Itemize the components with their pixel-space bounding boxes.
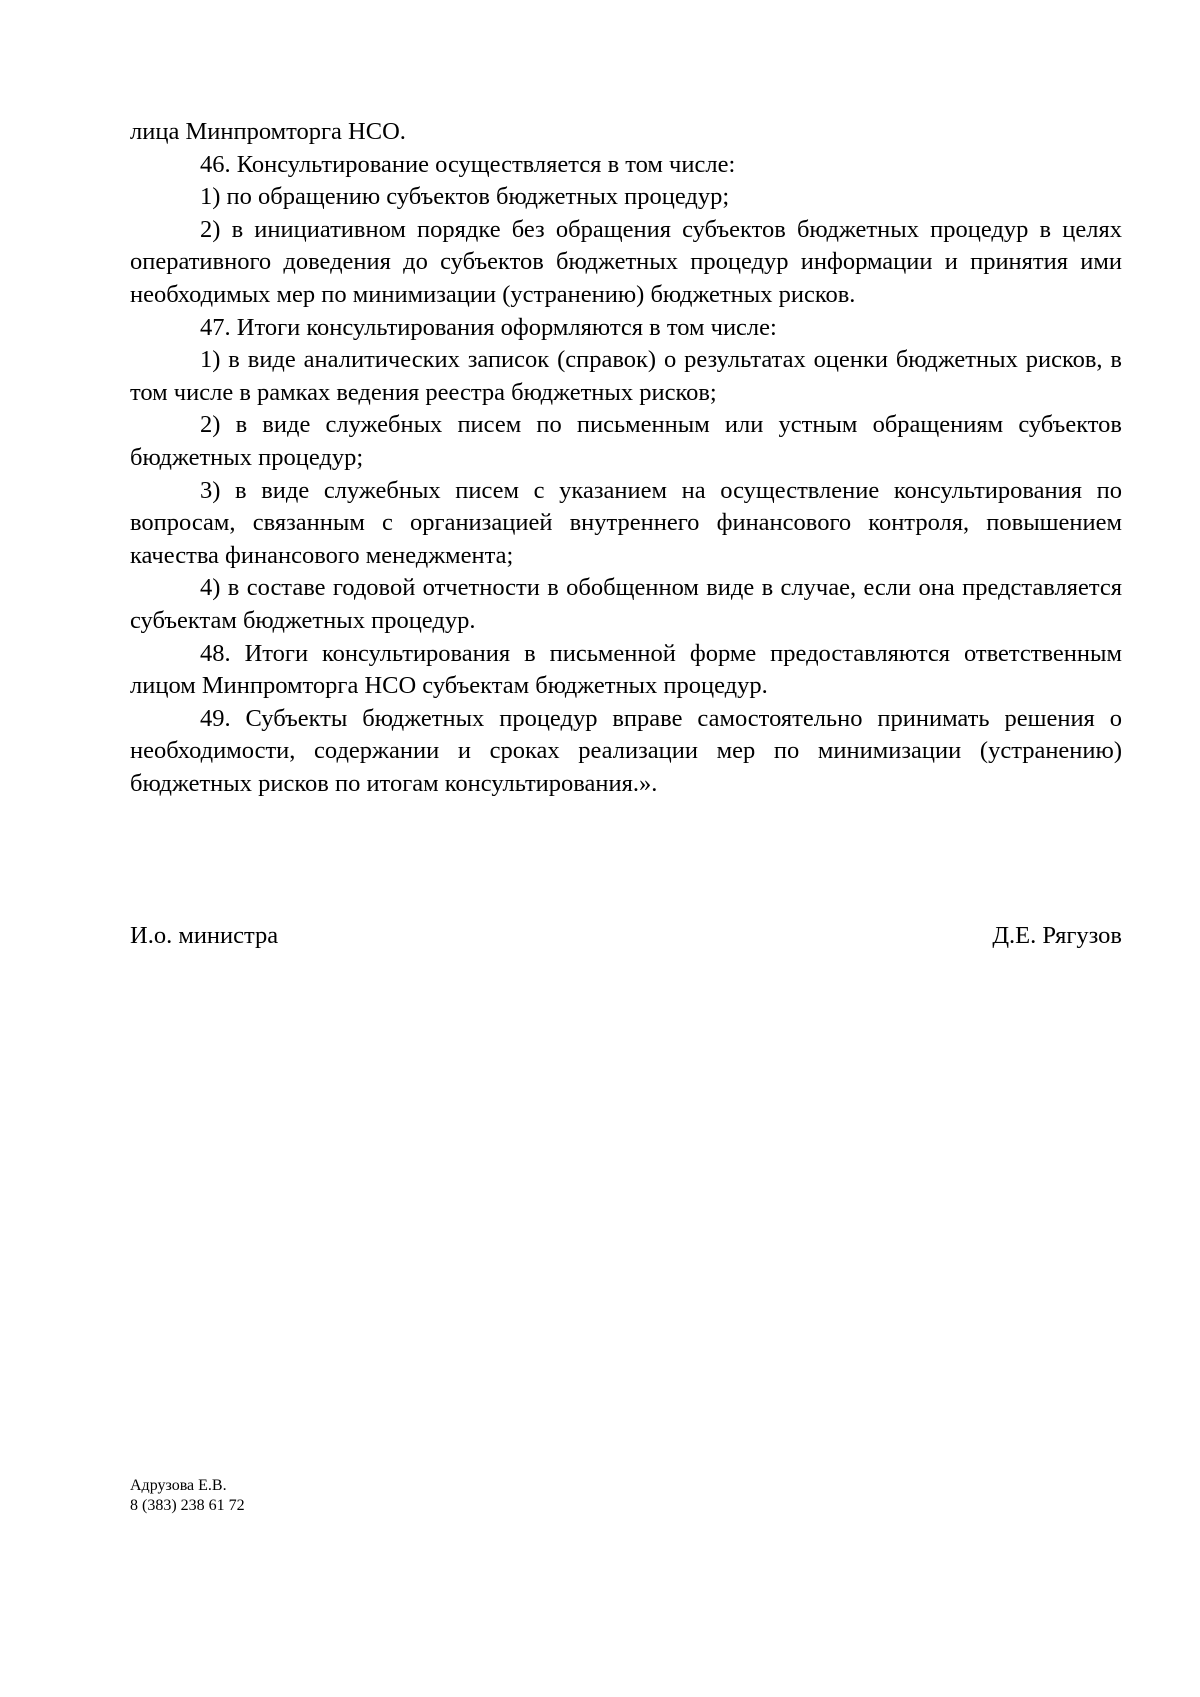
executor-name: Адрузова Е.В. xyxy=(130,1477,227,1494)
executor-block xyxy=(130,1476,245,1516)
paragraph-47-item-3: 3) в виде служебных писем с указанием на осуществление консультирования по вопросам, связанным с организацией внутреннего финансового контроля, повышением качества финансового менеджмента; xyxy=(130,476,1122,569)
paragraph-47-item-1: 1) в виде аналитических записок (справок) о результатах оценки бюджетных рисков, в том числе в рамках ведения реестра бюджетных рисков; xyxy=(130,346,1122,406)
paragraph-49: 49. Субъекты бюджетных процедур вправе самостоятельно принимать решения о необходимости, содержании и сроках реализации мер по минимизации (устранению) бюджетных рисков по итогам консультирования.». xyxy=(130,704,1122,797)
paragraph-46-item-1: 1) по обращению субъектов бюджетных процедур; xyxy=(200,183,730,211)
paragraph-continuation: лица Минпромторга НСО. xyxy=(130,118,406,145)
executor-phone: 8 (383) 238 61 72 xyxy=(130,1497,245,1514)
signatory-title: И.о. министра xyxy=(130,922,279,949)
paragraph-46-item-2: 2) в инициативном порядке без обращения субъектов бюджетных процедур в целях оперативного доведения до субъектов бюджетных процедур информации и принятия ими необходимых мер по минимизации (устранению) бюджетных рисков. xyxy=(130,215,1122,308)
signatory-name: Д.Е. Рягузов xyxy=(992,922,1122,949)
document-body xyxy=(130,116,1122,800)
paragraph-47: 47. Итоги консультирования оформляются в том числе: xyxy=(200,313,777,341)
paragraph-47-item-4: 4) в составе годовой отчетности в обобщенном виде в случае, если она представляется субъектам бюджетных процедур. xyxy=(130,574,1122,634)
paragraph-47-item-2: 2) в виде служебных писем по письменным или устным обращениям субъектов бюджетных процедур; xyxy=(130,411,1122,471)
paragraph-46: 46. Консультирование осуществляется в том числе: xyxy=(200,150,736,178)
paragraph-48: 48. Итоги консультирования в письменной форме предоставляются ответственным лицом Минпромторга НСО субъектам бюджетных процедур. xyxy=(130,639,1122,700)
